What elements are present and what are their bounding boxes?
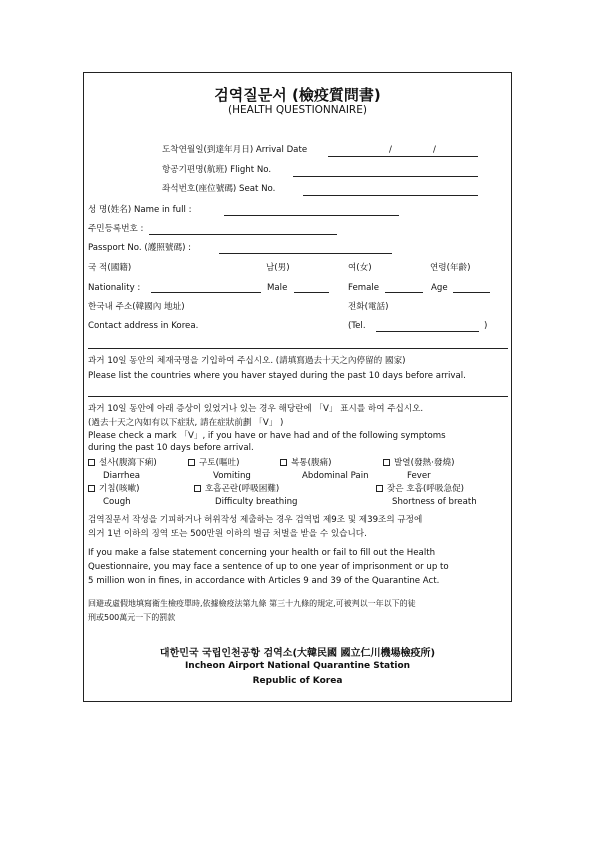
symptoms-prompt-ko: 과거 10일 동안에 아래 증상이 있었거나 있는 경우 해당란에 「V」 표시를 하여 주십시오. bbox=[88, 404, 424, 414]
date-separator-1: / bbox=[389, 145, 392, 155]
warning-cn-line-1: 回避或虛假地填寫衛生檢疫單時,依據檢疫法第九條 第三十九條的規定,可被判以一年以下的徒 bbox=[88, 599, 416, 608]
male-label: Male bbox=[267, 283, 288, 293]
warning-en-line-1: If you make a false statement concerning your health or fail to fill out the Health bbox=[88, 548, 436, 558]
address-field-line[interactable] bbox=[88, 348, 508, 349]
symptom-fever-en: Fever bbox=[407, 471, 431, 481]
warning-ko-line-2: 의거 1년 이하의 징역 또는 500만원 이하의 벌금 처벌을 받을 수 있습니다. bbox=[88, 529, 367, 539]
symptom-cough[interactable]: 기침(咳嗽) bbox=[88, 484, 140, 495]
male-field[interactable] bbox=[294, 292, 329, 293]
checkbox-icon[interactable] bbox=[194, 485, 201, 492]
tel-label: (Tel. bbox=[348, 321, 366, 331]
symptom-abdominal-pain[interactable]: 복통(腹痛) bbox=[280, 458, 332, 469]
symptom-shortness-of-breath-en: Shortness of breath bbox=[392, 497, 477, 507]
countries-prompt-ko: 과거 10일 동안의 체재국명을 기입하여 주십시오. (請填寫過去十天之內停留的 國家) bbox=[88, 356, 406, 366]
age-label-ko: 연령(年齡) bbox=[430, 263, 471, 273]
symptom-vomiting-en: Vomiting bbox=[213, 471, 251, 481]
symptoms-prompt-cn: (過去十天之內如有以下症狀, 請在症狀前劃 「V」 ) bbox=[88, 418, 284, 428]
checkbox-icon[interactable] bbox=[376, 485, 383, 492]
nationality-label: Nationality : bbox=[88, 283, 141, 293]
symptom-diarrhea[interactable]: 설사(腹瀉下痢) bbox=[88, 458, 157, 469]
countries-prompt-en: Please list the countries where you haver stayed during the past 10 days before arrival. bbox=[88, 371, 466, 381]
arrival-date-field[interactable] bbox=[328, 156, 478, 157]
female-label: Female bbox=[348, 283, 380, 293]
nationality-label-ko: 국 적(國籍) bbox=[88, 263, 132, 273]
name-label: 성 명(姓名) Name in full : bbox=[88, 205, 192, 215]
symptom-fever[interactable]: 발열(發熱·發燒) bbox=[383, 458, 454, 469]
checkbox-icon[interactable] bbox=[88, 485, 95, 492]
checkbox-icon[interactable] bbox=[383, 459, 390, 466]
country-name: Republic of Korea bbox=[252, 676, 343, 686]
seat-no-field[interactable] bbox=[303, 195, 478, 196]
symptom-difficulty-breathing-en: Difficulty breathing bbox=[215, 497, 298, 507]
female-field[interactable] bbox=[385, 292, 423, 293]
checkbox-icon[interactable] bbox=[88, 459, 95, 466]
passport-label: Passport No. (護照號碼) : bbox=[88, 243, 192, 253]
address-label-ko: 한국내 주소(韓國內 地址) bbox=[88, 302, 185, 312]
symptom-shortness-of-breath[interactable]: 잦은 호흡(呼吸急促) bbox=[376, 484, 464, 495]
symptoms-prompt-en-1: Please check a mark 「V」, if you have or have had and of the following symptoms bbox=[88, 431, 446, 441]
passport-field[interactable] bbox=[219, 253, 392, 254]
symptom-abdominal-pain-en: Abdominal Pain bbox=[302, 471, 369, 481]
nationality-field[interactable] bbox=[151, 292, 261, 293]
flight-no-field[interactable] bbox=[293, 176, 478, 177]
warning-ko-line-1: 검역질문서 작성을 기피하거나 허위작성 제출하는 경우 검역법 제9조 및 제39조의 규정에 bbox=[88, 515, 423, 525]
checkbox-icon[interactable] bbox=[188, 459, 195, 466]
agency-name-en: Incheon Airport National Quarantine Station bbox=[184, 661, 411, 671]
tel-field[interactable] bbox=[376, 331, 479, 332]
name-field[interactable] bbox=[224, 215, 399, 216]
age-field[interactable] bbox=[453, 292, 490, 293]
checkbox-icon[interactable] bbox=[280, 459, 287, 466]
date-separator-2: / bbox=[433, 145, 436, 155]
warning-en-line-3: 5 million won in fines, in accordance with Articles 9 and 39 of the Quarantine Act. bbox=[88, 576, 440, 586]
flight-no-label: 항공기편명(航班) Flight No. bbox=[162, 165, 272, 175]
symptom-diarrhea-en: Diarrhea bbox=[103, 471, 141, 481]
agency-name-ko: 대한민국 국립인천공항 검역소(大韓民國 國立仁川機場檢疫所) bbox=[159, 648, 436, 659]
arrival-date-label: 도착연월일(到達年月日) Arrival Date bbox=[162, 145, 308, 155]
symptom-cough-en: Cough bbox=[103, 497, 131, 507]
warning-cn-line-2: 刑或500萬元一下的罰款 bbox=[88, 613, 176, 622]
symptom-difficulty-breathing[interactable]: 호흡곤란(呼吸困難) bbox=[194, 484, 279, 495]
tel-close-paren: ) bbox=[484, 321, 488, 331]
symptoms-prompt-en-2: during the past 10 days before arrival. bbox=[88, 443, 254, 453]
symptom-vomiting[interactable]: 구토(嘔吐) bbox=[188, 458, 240, 469]
address-label: Contact address in Korea. bbox=[88, 321, 199, 331]
resident-id-label: 주민등록번호 : bbox=[88, 224, 144, 234]
age-label: Age bbox=[431, 283, 448, 293]
countries-field-line[interactable] bbox=[88, 396, 508, 397]
seat-no-label: 좌석번호(座位號碼) Seat No. bbox=[162, 184, 276, 194]
resident-id-field[interactable] bbox=[149, 234, 337, 235]
male-label-ko: 남(男) bbox=[266, 263, 290, 273]
female-label-ko: 여(女) bbox=[348, 263, 372, 273]
warning-en-line-2: Questionnaire, you may face a sentence of up to one year of imprisonment or up to bbox=[88, 562, 449, 572]
phone-label-ko: 전화(電話) bbox=[348, 302, 389, 312]
form-title-korean: 검역질문서 (檢疫質問書) bbox=[214, 86, 381, 104]
form-title-english: (HEALTH QUESTIONNAIRE) bbox=[228, 104, 367, 116]
